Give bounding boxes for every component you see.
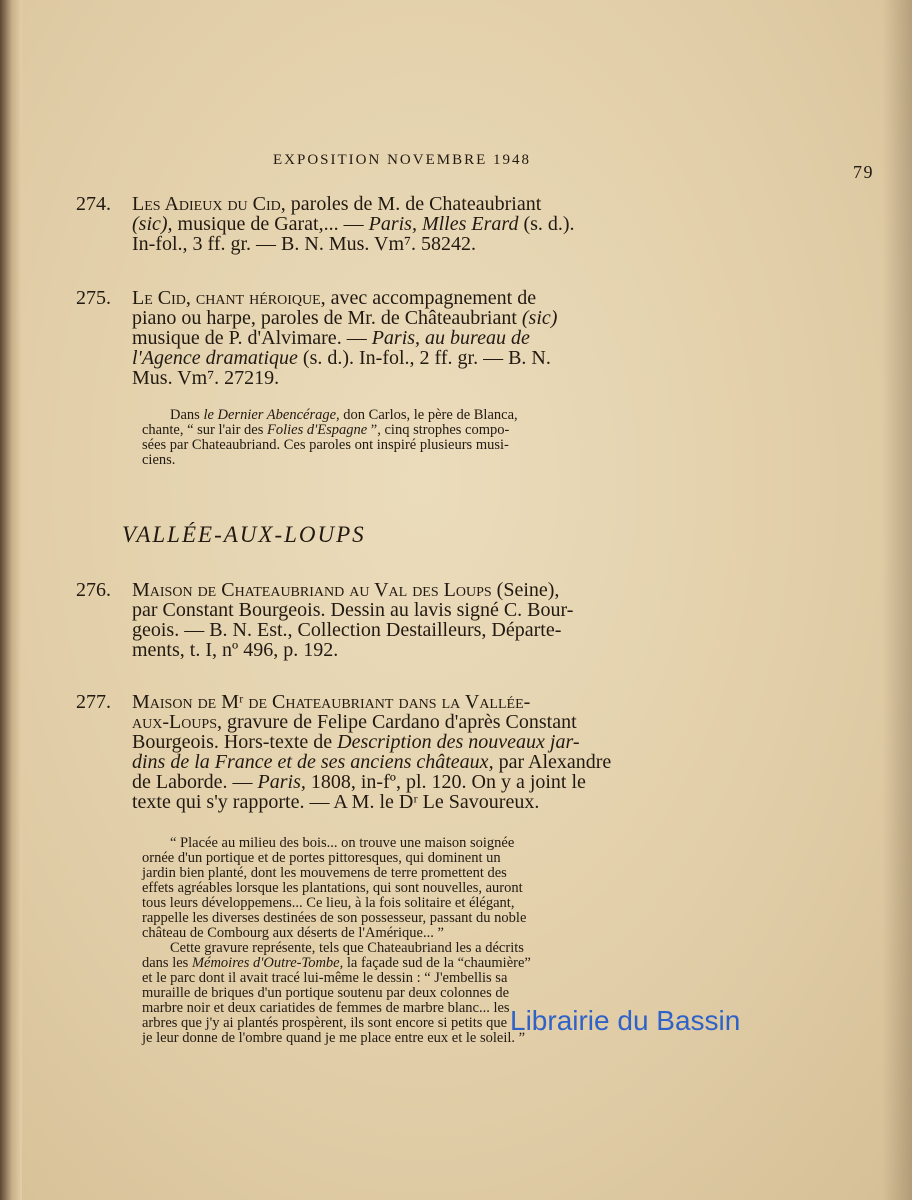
entry-text: (s. d.). In-fol., 2 ff. gr. — B. N.: [302, 347, 551, 369]
entry-title: Le Cid, chant héroique,: [132, 287, 331, 309]
entry-line: [132, 308, 712, 328]
entry-text: (s. d.).: [523, 213, 575, 235]
entry-note-275: [142, 408, 722, 468]
note-line: Cette gravure représente, tels que Chateaubriand les a décrits: [170, 940, 524, 956]
header-title: EXPOSITION NOVEMBRE 1948: [273, 152, 531, 168]
entry-number: 276.: [76, 579, 111, 601]
note-text: la façade sud de la “chaumière”: [346, 955, 531, 971]
note-line: tous leurs développemens... Ce lieu, à la fois solitaire et élégant,: [142, 895, 515, 911]
note-line: château de Combourg aux déserts de l'Amérique... ”: [142, 925, 444, 941]
note-line: je leur donne de l'ombre quand je me place entre eux et le soleil. ”: [142, 1030, 526, 1046]
entry-line: Mus. Vm⁷. 27219.: [132, 367, 280, 389]
entry-text: gravure de Felipe Cardano d'après Constant: [227, 711, 577, 733]
note-line: jardin bien planté, dont les mouvemens de terre promettent des: [142, 865, 507, 881]
note-line: arbres que j'y ai plantés prospèrent, ils sont encore si petits que: [142, 1015, 508, 1031]
entry-text: 1808, in-fº, pl. 120. On y a joint le: [310, 771, 586, 793]
entry-line: [132, 732, 712, 752]
note-text-italic: le Dernier Abencérage,: [203, 407, 344, 423]
note-line: “ Placée au milieu des bois... on trouve une maison soignée: [170, 835, 515, 851]
entry-text: avec accompagnement de: [330, 287, 537, 309]
entry-text-italic: (sic),: [132, 213, 178, 235]
entry-line: [132, 194, 712, 214]
entry-text: musique de Garat,... —: [177, 213, 369, 235]
entry-line: [132, 214, 712, 234]
entry-line: par Constant Bourgeois. Dessin au lavis signé C. Bour-: [132, 599, 574, 621]
note-line: [142, 423, 722, 438]
note-text: chante, “ sur l'air des: [142, 422, 268, 438]
entry-line: geois. — B. N. Est., Collection Destailleurs, Départe-: [132, 619, 562, 641]
note-text: dans les: [142, 955, 192, 971]
catalog-entry-277: [76, 691, 712, 813]
catalog-entry-274: [76, 193, 712, 255]
entry-number: 275.: [76, 287, 111, 309]
note-line: et le parc dont il avait tracé lui-même le dessin : “ J'embellis sa: [142, 970, 508, 986]
entry-text: Bourgeois. Hors-texte de: [132, 731, 338, 753]
entry-text: de Laborde. —: [132, 771, 258, 793]
note-line: ciens.: [142, 452, 176, 468]
entry-title: Maison de Mʳ de Chateaubriant dans la Vallée-: [132, 691, 531, 713]
note-text: ”, cinq strophes compo-: [370, 422, 510, 438]
note-line: muraille de briques d'un portique soutenu par deux colonnes de: [142, 985, 510, 1001]
entry-text-italic: dins de la France et de ses anciens châteaux,: [132, 751, 499, 773]
entry-line: [132, 752, 712, 772]
entry-line: ments, t. I, nº 496, p. 192.: [132, 639, 339, 661]
entry-text: musique de P. d'Alvimare. —: [132, 327, 372, 349]
book-binding-edge: [0, 0, 22, 1200]
entry-number: 277.: [76, 691, 111, 713]
entry-text: (Seine),: [496, 579, 560, 601]
note-line: ornée d'un portique et de portes pittoresques, qui dominent un: [142, 850, 501, 866]
note-line: marbre noir et deux cariatides de femmes de marbre blanc... les: [142, 1000, 510, 1016]
note-line: sées par Chateaubriand. Ces paroles ont inspiré plusieurs musi-: [142, 437, 509, 453]
entry-line: texte qui s'y rapporte. — A M. le Dʳ Le Savoureux.: [132, 791, 540, 813]
entry-line: [132, 772, 712, 792]
entry-text-italic: l'Agence dramatique: [132, 347, 303, 369]
entry-title: aux-Loups,: [132, 711, 228, 733]
entry-text-italic: (sic): [521, 307, 558, 329]
book-page: [22, 0, 912, 1200]
page-number: 79: [853, 162, 874, 182]
entry-line: [132, 348, 712, 368]
catalog-entry-276: [76, 579, 712, 661]
running-header: [22, 152, 874, 182]
section-heading: VALLÉE-AUX-LOUPS: [122, 522, 366, 547]
entry-line: [132, 712, 712, 732]
note-text-italic: Folies d'Espagne: [267, 422, 371, 438]
entry-text-italic: Paris, Mlles Erard: [368, 213, 524, 235]
entry-line: [132, 580, 712, 600]
entry-title: Maison de Chateaubriand au Val des Loups: [132, 579, 497, 601]
entry-text-italic: Paris, au bureau de: [371, 327, 530, 349]
entry-text: par Alexandre: [498, 751, 612, 773]
note-line: [142, 408, 722, 423]
entry-text: paroles de M. de Chateaubriant: [290, 193, 542, 215]
note-text-italic: Mémoires d'Outre-Tombe,: [191, 955, 347, 971]
entry-text: piano ou harpe, paroles de Mr. de Châteaubriant: [132, 307, 522, 329]
entry-line: [132, 328, 712, 348]
note-text: don Carlos, le père de Blanca,: [343, 407, 518, 423]
entry-text-italic: Paris,: [257, 771, 311, 793]
entry-line: [132, 288, 712, 308]
entry-title: Les Adieux du Cid,: [132, 193, 291, 215]
catalog-entry-275: [76, 287, 712, 389]
note-line: rappelle les diverses destinées de son possesseur, passant du noble: [142, 910, 527, 926]
watermark-text: Librairie du Bassin: [510, 1005, 741, 1036]
note-line: effets agréables lorsque les plantations, qui sont nouvelles, auront: [142, 880, 523, 896]
note-line: [142, 956, 722, 971]
note-text: Dans: [170, 407, 204, 423]
entry-text-italic: Description des nouveaux jar-: [337, 731, 580, 753]
entry-number: 274.: [76, 193, 111, 215]
entry-line: In-fol., 3 ff. gr. — B. N. Mus. Vm⁷. 58242.: [132, 233, 477, 255]
